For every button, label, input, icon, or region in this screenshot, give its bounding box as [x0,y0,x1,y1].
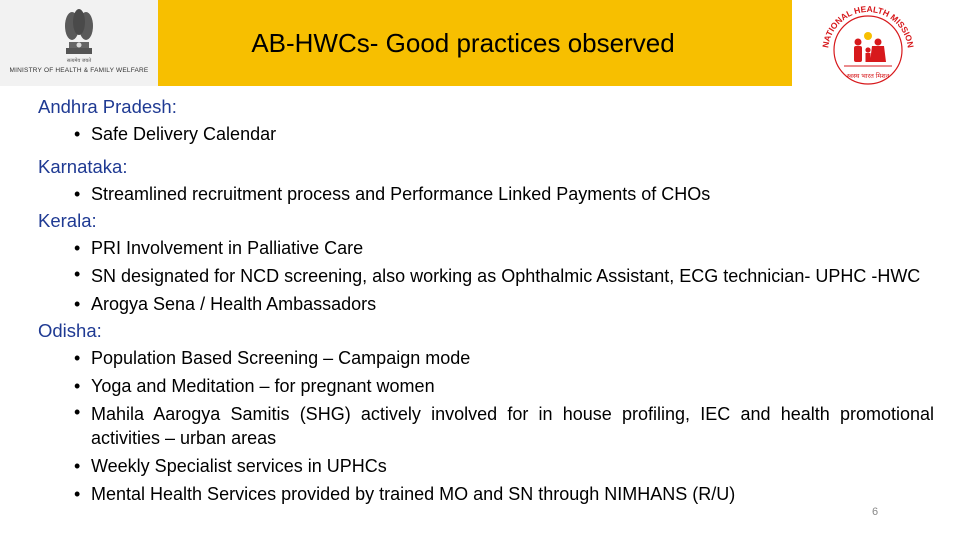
ministry-logo [0,0,158,86]
ministry-hindi-label: सत्यमेव जयते [66,58,92,64]
state-heading-kerala: Kerala: [38,210,97,231]
list-item: • Arogya Sena / Health Ambassadors [38,290,934,318]
page-title: AB-HWCs- Good practices observed [251,27,675,58]
bullet-icon: • [74,294,81,314]
kerala-list [38,234,934,318]
title-bar [158,0,792,86]
list-item: • Yoga and Meditation – for pregnant women [38,372,934,400]
bullet-icon: • [74,456,81,476]
andhra-pradesh-list [38,120,934,148]
nhm-label: NATIONAL HEALTH MISSION [820,6,916,49]
list-item: • SN designated for NCD screening, also working as Ophthalmic Assistant, ECG technician- UPHC -HWC [74,264,921,286]
bullet-icon: • [74,376,81,396]
list-item: • PRI Involvement in Palliative Care [38,234,934,262]
state-heading-karnataka: Karnataka: [38,156,128,177]
list-item: • Weekly Specialist services in UPHCs [38,452,934,480]
ministry-label: MINISTRY OF HEALTH & FAMILY WELFARE [9,67,149,74]
bullet-icon: • [74,184,81,204]
bullet-icon: • [74,238,81,258]
list-item: • Mental Health Services provided by trained MO and SN through NIMHANS (R/U) [38,480,934,508]
odisha-list [38,344,934,508]
bullet-icon: • [74,484,81,504]
list-item: • Safe Delivery Calendar [38,120,934,148]
bullet-icon: • [74,348,81,368]
state-heading-andhra-pradesh: Andhra Pradesh: [38,96,177,117]
bullet-icon: • [74,124,81,144]
practices-content [38,94,934,508]
list-item: • Population Based Screening – Campaign mode [38,344,934,372]
bullet-icon: • [74,264,81,284]
list-item: • Mahila Aarogya Samitis (SHG) actively involved for in house profiling, IEC and health promotional activities – urban areas [74,402,934,448]
karnataka-list [38,180,934,208]
national-emblem-icon [44,2,114,60]
page-number: 6 [872,506,879,518]
list-item: • Streamlined recruitment process and Performance Linked Payments of CHOs [38,180,934,208]
state-heading-odisha: Odisha: [38,320,102,341]
nhm-hindi-label: स्वस्थ भारत मिशन [846,73,890,80]
nhm-logo-icon [814,6,922,86]
bullet-icon: • [74,402,81,422]
